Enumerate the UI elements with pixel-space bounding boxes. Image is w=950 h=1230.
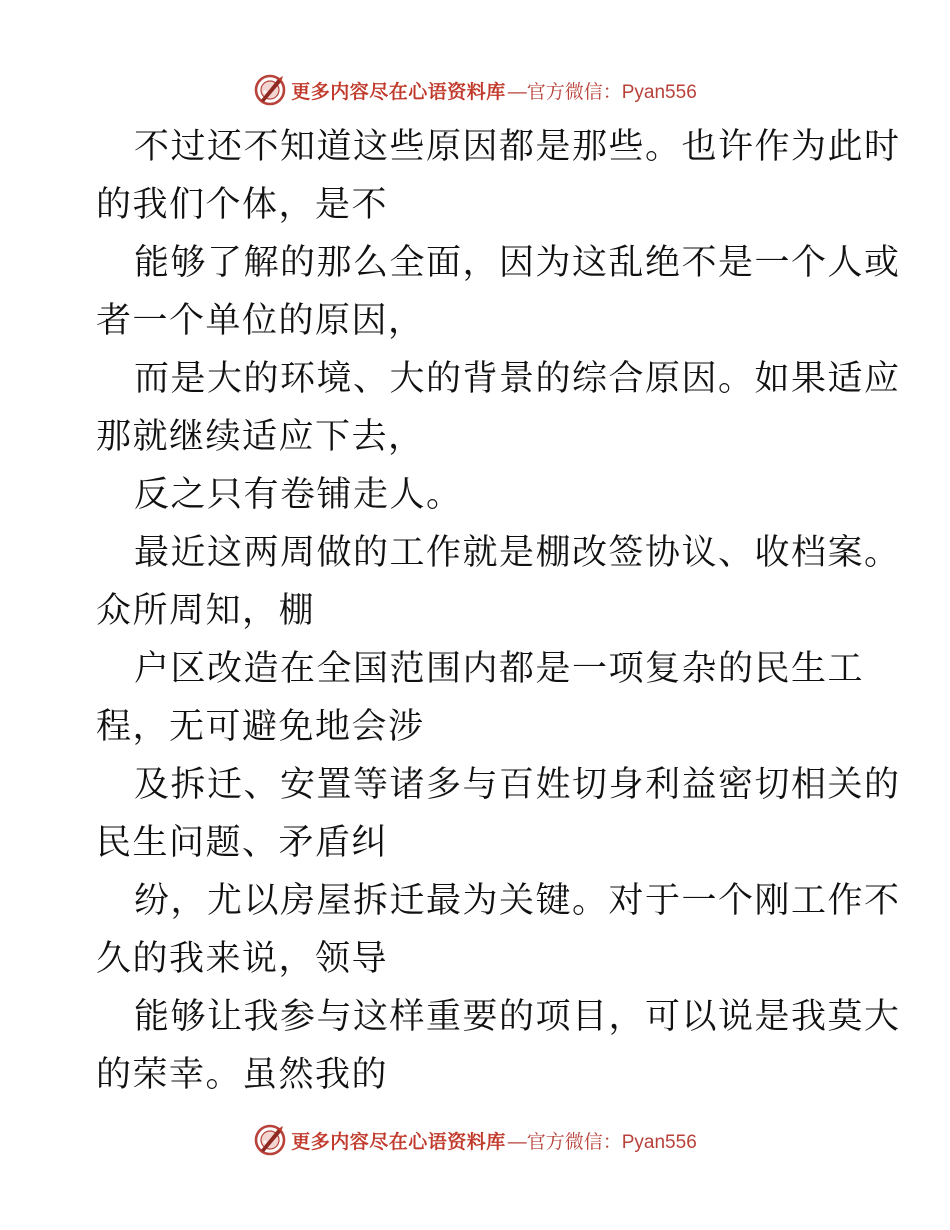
text-line: 的荣幸。虽然我的 [96, 1055, 389, 1095]
text-line: 者一个单位的原因， [96, 301, 425, 341]
text-line: 久的我来说，领导 [96, 939, 389, 979]
footer-banner-suffix: —官方微信：Pyan556 [507, 1131, 697, 1153]
document-body [96, 118, 901, 1104]
text-line: 及拆迁、安置等诸多与百姓切身利益密切相关的 [134, 765, 901, 805]
header-banner-suffix: —官方微信：Pyan556 [507, 81, 697, 103]
header-banner [0, 70, 950, 110]
text-line: 能够让我参与这样重要的项目，可以说是我莫大 [134, 997, 901, 1037]
text-line: 那就继续适应下去， [96, 417, 425, 457]
text-line: 能够了解的那么全面，因为这乱绝不是一个人或 [134, 243, 901, 283]
text-line: 最近这两周做的工作就是棚改签协议、收档案。 [134, 533, 901, 573]
footer-banner [0, 1120, 950, 1160]
footer-banner-text: 更多内容尽在心语资料库 [291, 1130, 506, 1153]
text-line: 纷，尤以房屋拆迁最为关键。对于一个刚工作不 [134, 881, 901, 921]
text-line: 户区改造在全国范围内都是一项复杂的民生工 [134, 649, 865, 689]
text-line: 反之只有卷铺走人。 [134, 475, 463, 515]
text-line: 众所周知，棚 [96, 591, 316, 631]
text-line: 而是大的环境、大的背景的综合原因。如果适应 [134, 359, 901, 399]
text-line: 不过还不知道这些原因都是那些。也许作为此时 [134, 127, 901, 167]
text-line: 民生问题、矛盾纠 [96, 823, 389, 863]
quill-pen-seal-icon [253, 73, 287, 107]
text-line: 的我们个体，是不 [96, 185, 389, 225]
header-banner-text: 更多内容尽在心语资料库 [291, 80, 506, 103]
quill-pen-seal-icon [253, 1123, 287, 1157]
text-line: 程，无可避免地会涉 [96, 707, 425, 747]
